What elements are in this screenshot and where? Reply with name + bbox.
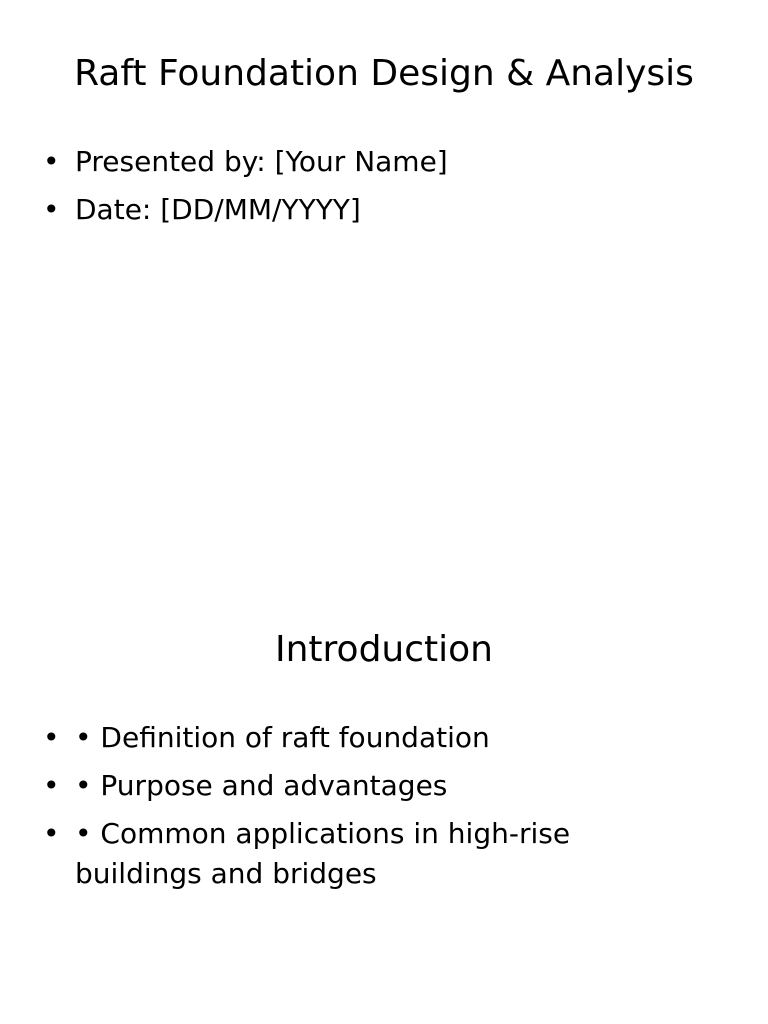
bullet-list (0, 718, 708, 902)
bullet-text: Date: [DD/MM/YYYY] (75, 193, 361, 226)
bullet-text: • Common applications in high-rise buildings and bridges (75, 817, 571, 890)
bullet-icon: • (43, 817, 60, 850)
bullet-icon: • (43, 769, 60, 802)
list-item (0, 142, 708, 182)
bullet-icon: • (43, 721, 60, 754)
list-item (0, 814, 708, 894)
list-item (0, 766, 708, 806)
bullet-list (0, 142, 708, 238)
slide-title: Raft Foundation Design & Analysis (74, 53, 694, 94)
bullet-text: Presented by: [Your Name] (75, 145, 448, 178)
bullet-text: • Purpose and advantages (75, 769, 448, 802)
list-item (0, 190, 708, 230)
bullet-icon: • (43, 193, 60, 226)
bullet-icon: • (43, 145, 60, 178)
slide-introduction (0, 576, 768, 1024)
bullet-text: • Definition of raft foundation (75, 721, 490, 754)
slide-title: Introduction (274, 629, 493, 670)
list-item (0, 718, 708, 758)
